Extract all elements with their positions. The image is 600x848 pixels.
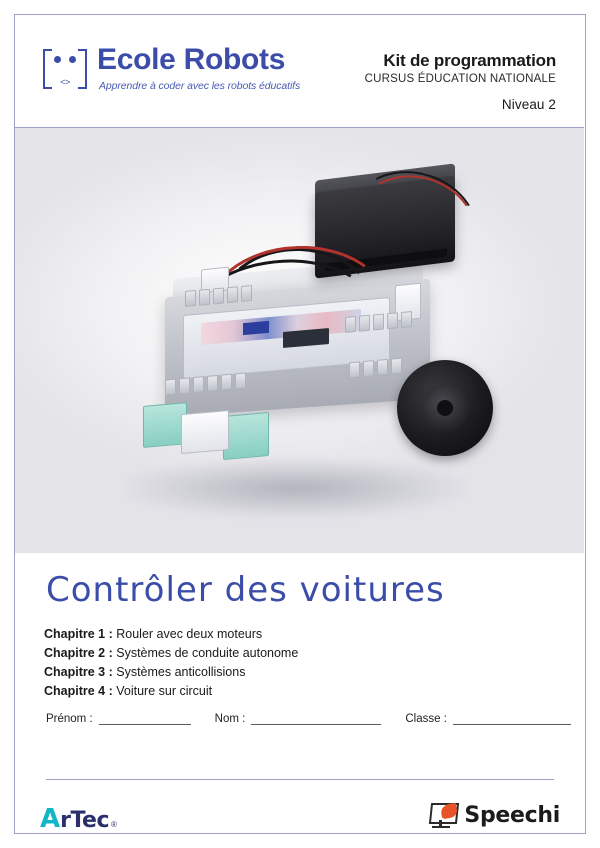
- chapter-label: Chapitre 2 :: [44, 646, 113, 660]
- chapter-item: [44, 644, 474, 662]
- peg: [165, 379, 176, 396]
- robot-eye-left-icon: [54, 56, 61, 63]
- chapter-text: Voiture sur circuit: [112, 684, 213, 698]
- field-prenom[interactable]: [46, 712, 191, 725]
- sensor-block-center: [181, 410, 229, 454]
- peg: [179, 377, 190, 394]
- peg: [235, 372, 246, 389]
- peg: [363, 360, 374, 377]
- peg: [185, 290, 196, 307]
- code-brackets-label: <>: [60, 77, 70, 87]
- peg: [391, 358, 402, 375]
- field-classe[interactable]: [405, 712, 571, 725]
- cover-photo: [15, 128, 584, 553]
- peg: [377, 359, 388, 376]
- student-fields: [46, 712, 554, 725]
- peg: [221, 374, 232, 391]
- chapter-item: [44, 625, 474, 643]
- artec-logo-text: rTec: [60, 808, 110, 833]
- kit-subtitle: CURSUS ÉDUCATION NATIONALE: [364, 73, 556, 85]
- artec-logo-initial: A: [40, 804, 61, 834]
- speechi-logo: [428, 802, 560, 828]
- page-title: Contrôler des voitures: [46, 570, 445, 610]
- brand-tagline: Apprendre à coder avec les robots éducatifs: [99, 80, 301, 92]
- chapter-text: Systèmes anticollisions: [112, 665, 246, 679]
- peg: [213, 288, 224, 305]
- robot-eyes-icon: [54, 56, 76, 63]
- field-nom-label: Nom :: [214, 713, 246, 725]
- field-prenom-input[interactable]: [99, 712, 191, 725]
- whiteboard-icon: [428, 802, 458, 828]
- peg: [401, 311, 412, 328]
- robot-car-photo: [15, 128, 584, 553]
- peg: [373, 314, 384, 331]
- artec-logo: [40, 806, 117, 832]
- field-nom[interactable]: [215, 712, 382, 725]
- kit-info: [365, 51, 556, 112]
- peg: [359, 315, 370, 332]
- footer-divider: [46, 779, 554, 780]
- brand-text: [97, 45, 300, 92]
- kit-title: Kit de programmation: [383, 51, 556, 70]
- peg: [349, 361, 360, 378]
- field-prenom-label: Prénom :: [46, 713, 93, 725]
- photo-shadow: [125, 458, 465, 518]
- chapter-list: [44, 625, 474, 701]
- peg: [387, 312, 398, 329]
- robot-eye-right-icon: [69, 56, 76, 63]
- field-classe-input[interactable]: [453, 712, 571, 725]
- brand-name: Ecole Robots: [97, 43, 286, 76]
- sensor-block-right: [223, 412, 269, 460]
- chapter-label: Chapitre 4 :: [44, 684, 113, 698]
- chapter-label: Chapitre 3 :: [44, 665, 113, 679]
- peg: [227, 286, 238, 303]
- peg: [241, 285, 252, 302]
- kit-level: Niveau 2: [501, 97, 556, 112]
- page-header: [15, 15, 584, 127]
- wheel-axle: [437, 400, 453, 416]
- chapter-label: Chapitre 1 :: [44, 627, 113, 641]
- peg: [199, 289, 210, 306]
- chapter-text: Rouler avec deux moteurs: [112, 627, 263, 641]
- rear-wheel: [397, 360, 493, 456]
- peg: [345, 316, 356, 333]
- chapter-item: [44, 663, 474, 681]
- speechi-logo-text: Speechi: [464, 802, 560, 828]
- robot-face-icon: [43, 49, 87, 89]
- artec-trademark-icon: ®: [111, 820, 117, 829]
- field-nom-input[interactable]: [251, 712, 381, 725]
- chapter-item: [44, 682, 474, 700]
- field-classe-label: Classe :: [405, 713, 447, 725]
- peg: [193, 376, 204, 393]
- brand-logo: [43, 45, 300, 92]
- peg: [207, 375, 218, 392]
- whiteboard-foot-icon: [432, 826, 450, 828]
- chapter-text: Systèmes de conduite autonome: [112, 646, 299, 660]
